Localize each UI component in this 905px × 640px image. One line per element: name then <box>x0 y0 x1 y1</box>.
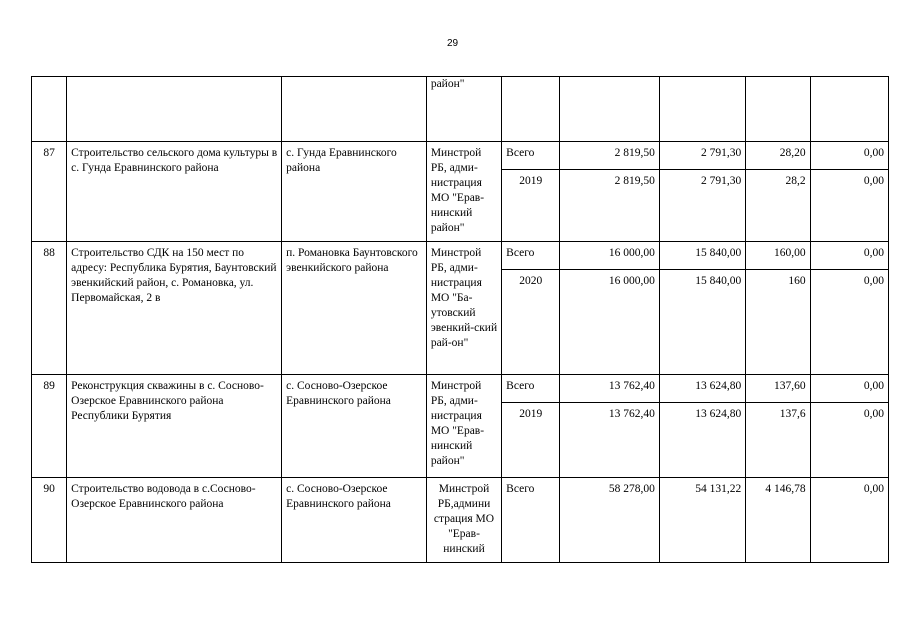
cell-period: 2019 <box>502 403 560 478</box>
cell-name: Строительство сельского дома культуры в с. Гунда Еравнинского района <box>67 142 282 242</box>
cell-period: 2019 <box>502 170 560 242</box>
cell-v2: 137,60 <box>746 375 810 403</box>
cell-no: 87 <box>32 142 67 242</box>
cell-name: Строительство СДК на 150 мест по адресу: Республика Бурятия, Баунтовский эвенкийский район, с. Романовка, ул. Первомайская, 2 в <box>67 242 282 375</box>
cell-total: 13 762,40 <box>560 403 659 478</box>
cell-name: Строительство водовода в с.Сосново-Озерское Еравнинского района <box>67 478 282 563</box>
cell-location: п. Романовка Баунтовского эвенкийского района <box>282 242 427 375</box>
cell-executor: Минстрой РБ, адми-нистрация МО "Ерав-нинский район" <box>426 142 501 242</box>
projects-table <box>31 76 889 563</box>
cell-v2: 160 <box>746 270 810 375</box>
cell-total: 58 278,00 <box>560 478 659 563</box>
table-row <box>32 478 889 563</box>
cell-name <box>67 77 282 142</box>
cell-name: Реконструкция скважины в с. Сосново-Озерское Еравнинского района Республики Бурятия <box>67 375 282 478</box>
cell-v3: 0,00 <box>810 403 888 478</box>
cell-period: Всего <box>502 478 560 563</box>
cell-executor: Минстрой РБ, адми-нистрация МО "Ерав-нинский район" <box>426 375 501 478</box>
cell-total: 2 819,50 <box>560 170 659 242</box>
cell-v3: 0,00 <box>810 242 888 270</box>
cell-v1: 13 624,80 <box>659 375 745 403</box>
cell-v2: 28,2 <box>746 170 810 242</box>
cell-v3: 0,00 <box>810 478 888 563</box>
cell-no: 90 <box>32 478 67 563</box>
cell-v2 <box>746 77 810 142</box>
cell-v1: 15 840,00 <box>659 270 745 375</box>
cell-v3: 0,00 <box>810 142 888 170</box>
cell-period: Всего <box>502 142 560 170</box>
page-number: 29 <box>446 38 459 49</box>
cell-v1: 2 791,30 <box>659 170 745 242</box>
table-row <box>32 375 889 403</box>
cell-v2: 28,20 <box>746 142 810 170</box>
cell-period: Всего <box>502 375 560 403</box>
cell-total: 16 000,00 <box>560 242 659 270</box>
cell-period: Всего <box>502 242 560 270</box>
cell-v2: 160,00 <box>746 242 810 270</box>
cell-v1: 54 131,22 <box>659 478 745 563</box>
cell-executor <box>426 77 501 142</box>
cell-location: с. Сосново-Озерское Еравнинского района <box>282 478 427 563</box>
cell-total: 2 819,50 <box>560 142 659 170</box>
cell-v2: 4 146,78 <box>746 478 810 563</box>
cell-location <box>282 77 427 142</box>
cell-location: с. Сосново-Озерское Еравнинского района <box>282 375 427 478</box>
cell-v3: 0,00 <box>810 375 888 403</box>
cell-total <box>560 77 659 142</box>
table-row <box>32 242 889 270</box>
cell-total: 16 000,00 <box>560 270 659 375</box>
cell-no: 89 <box>32 375 67 478</box>
cell-no <box>32 77 67 142</box>
cell-v3 <box>810 77 888 142</box>
cell-v2: 137,6 <box>746 403 810 478</box>
cell-period: 2020 <box>502 270 560 375</box>
cell-v3: 0,00 <box>810 170 888 242</box>
cell-total: 13 762,40 <box>560 375 659 403</box>
cell-location: с. Гунда Еравнинского района <box>282 142 427 242</box>
cell-v3: 0,00 <box>810 270 888 375</box>
executor-text: район" <box>430 78 465 90</box>
cell-executor: Минстрой РБ,админи страция МО "Ерав-нинский <box>426 478 501 563</box>
table-row-continuation <box>32 77 889 142</box>
cell-executor: Минстрой РБ, адми-нистрация МО "Ба-утовский эвенкий-ский рай-он" <box>426 242 501 375</box>
table-row <box>32 142 889 170</box>
cell-v1: 13 624,80 <box>659 403 745 478</box>
cell-v1 <box>659 77 745 142</box>
cell-period <box>502 77 560 142</box>
cell-v1: 2 791,30 <box>659 142 745 170</box>
cell-no: 88 <box>32 242 67 375</box>
cell-v1: 15 840,00 <box>659 242 745 270</box>
